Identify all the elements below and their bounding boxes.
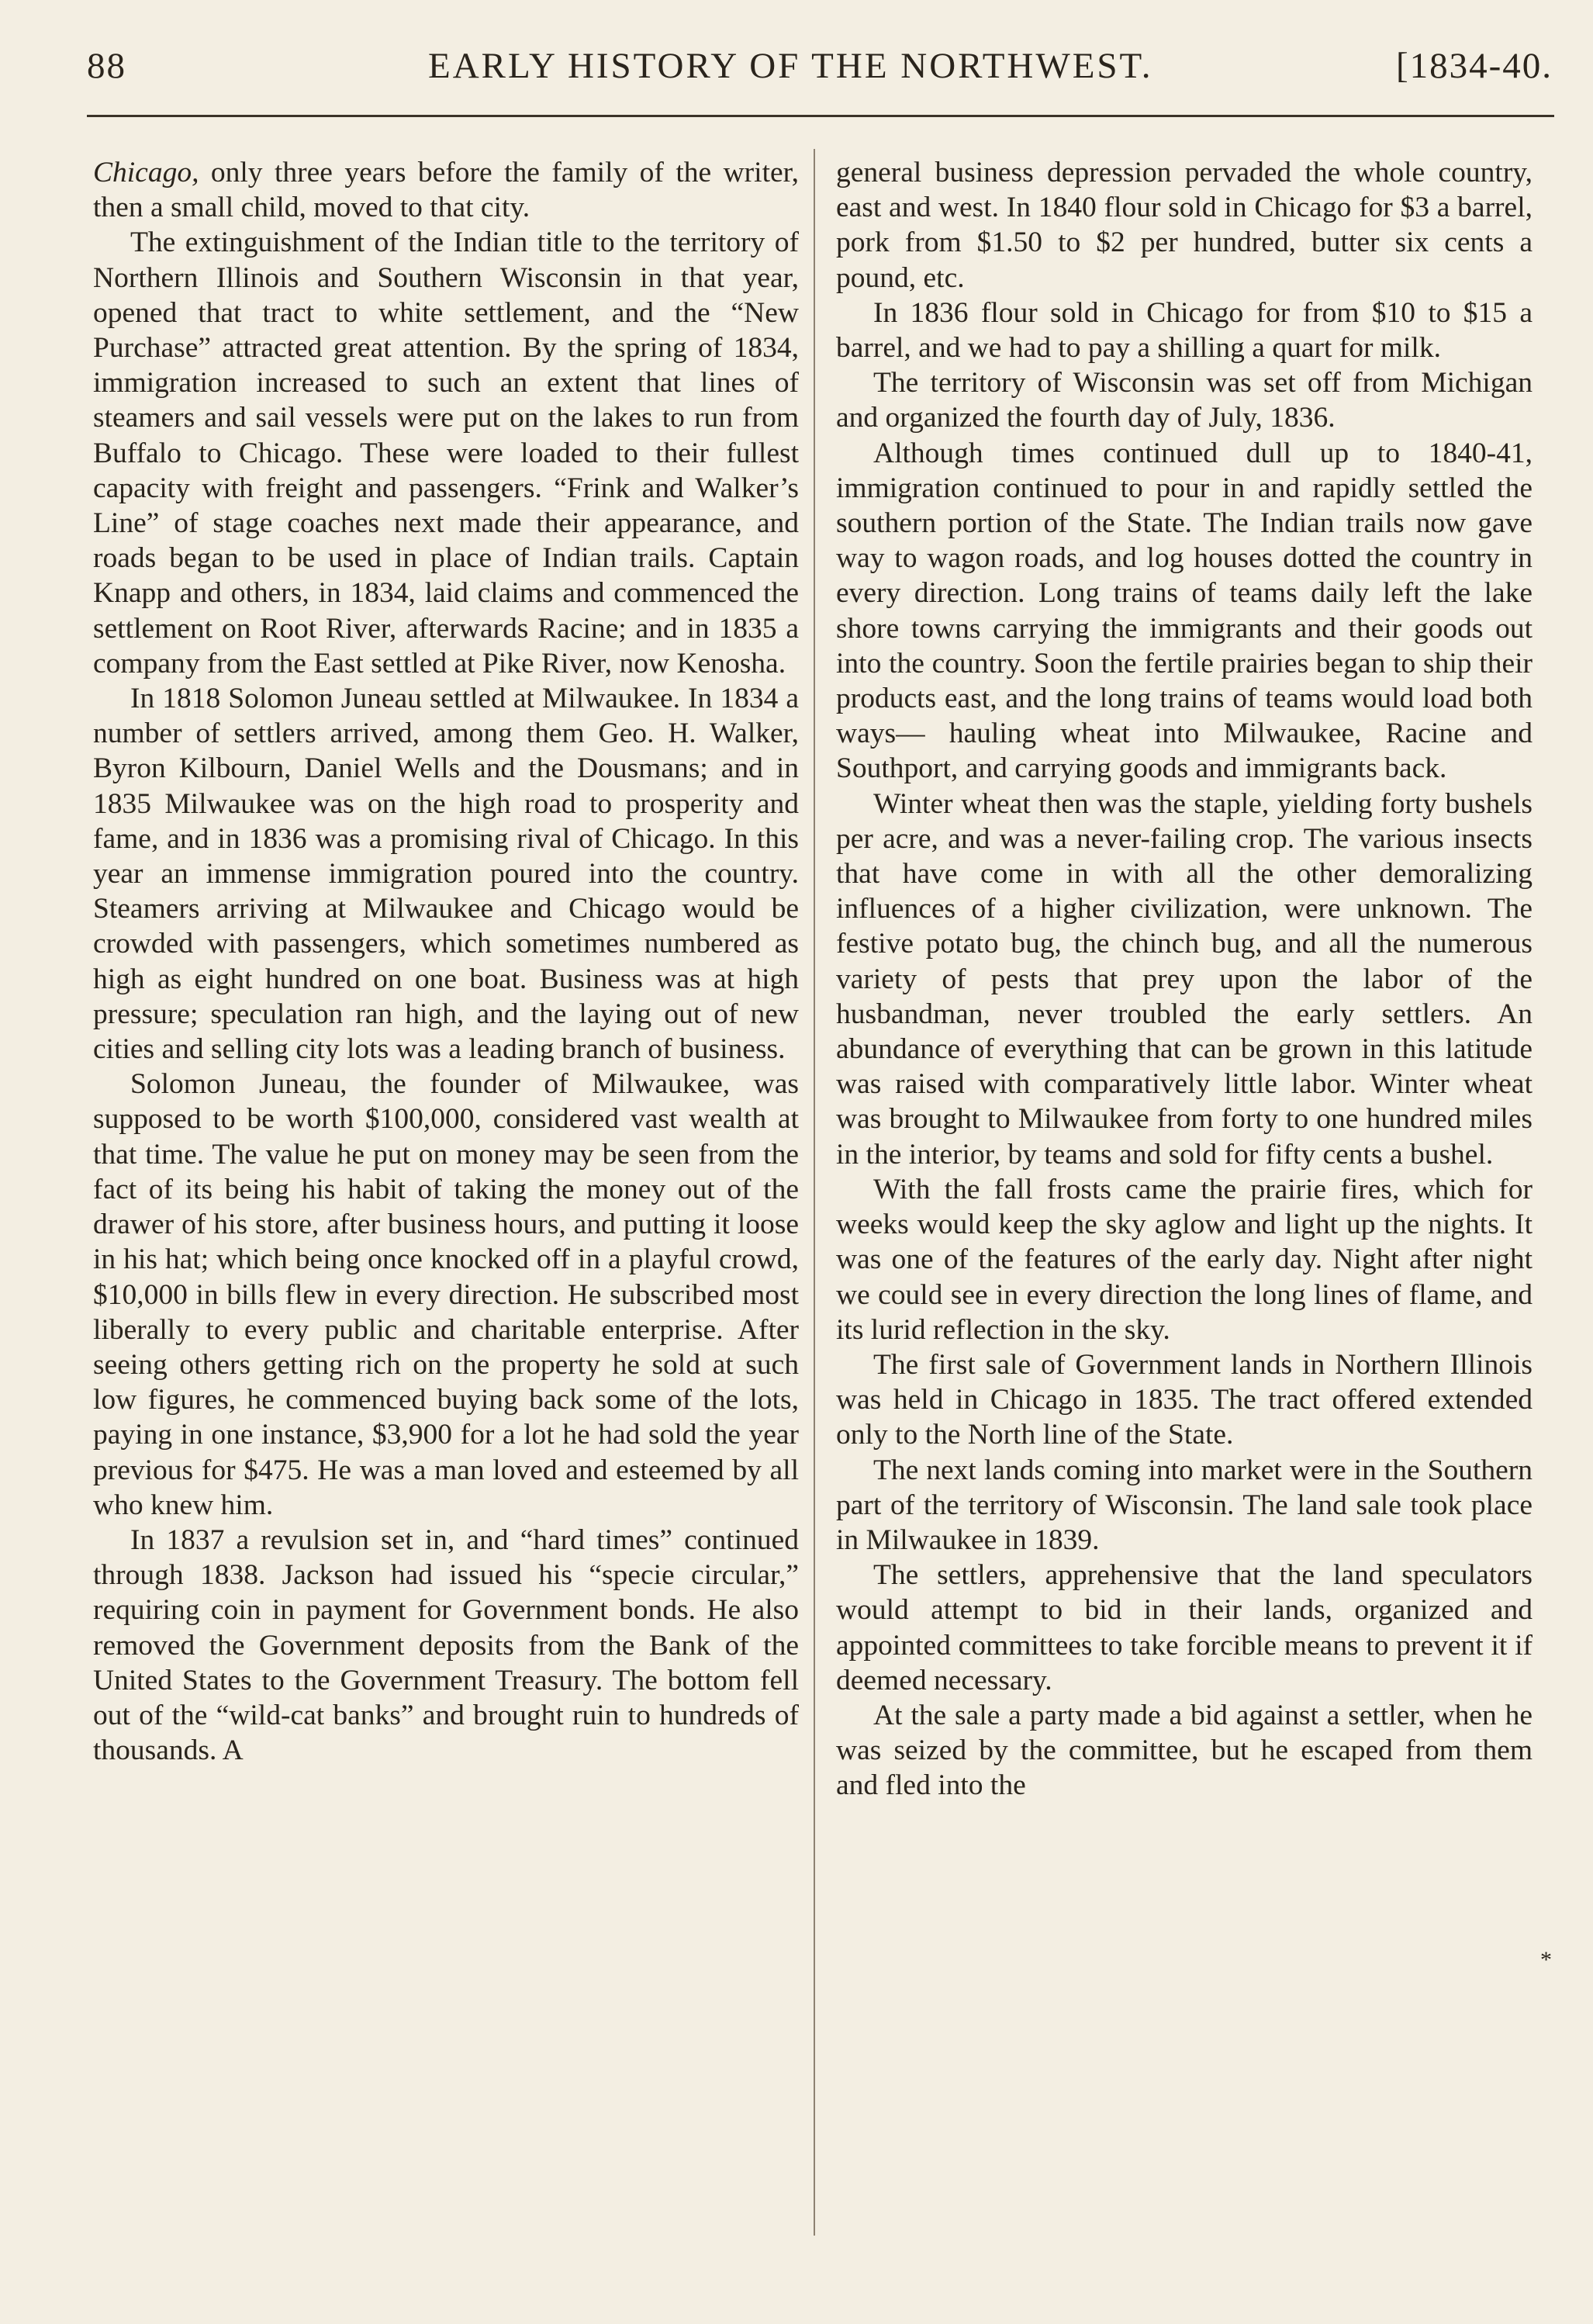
running-head [87,45,1553,99]
paragraph: The next lands coming into market were in the Southern part of the territory of Wisconsin. The land sale took place in Milwaukee in 1839. [836,1454,1533,1556]
header-rule [87,115,1554,117]
date-range: [1834-40. [1395,46,1553,86]
paragraph: In 1818 Solomon Juneau settled at Milwaukee. In 1834 a number of settlers arrived, among them Geo. H. Walker, Byron Kilbourn, Daniel Wells and the Dousmans; and in 1835 Milwaukee was on the high road to prosperity and fame, and in 1836 was a promising rival of Chicago. In this year an immense immigration poured into the country. Steamers arriving at Milwaukee and Chicago would be crowded with passengers, which sometimes numbered as high as eight hundred on one boat. Business was at high pressure; speculation ran high, and the laying out of new cities and selling city lots was a leading branch of business. [93,683,799,1066]
paragraph: The first sale of Government lands in Northern Illinois was held in Chicago in 1835. The tract offered extended only to the North line of the State. [836,1348,1533,1451]
paragraph: Winter wheat then was the staple, yielding forty bushels per acre, and was a never-failing crop. The various insects that have come in with all the other demoralizing influences of a higher civilization, were unknown. The festive potato bug, the chinch bug, and all the numerous variety of pests that prey upon the labor of the husbandman, never troubled the early settlers. An abundance of everything that can be grown in this latitude was raised with comparatively little labor. Winter wheat was brought to Milwaukee from forty to one hundred miles in the interior, by teams and sold for fifty cents a bushel. [836,787,1533,1171]
running-title: EARLY HISTORY OF THE NORTHWEST. [428,46,1153,86]
paragraph: The extinguishment of the Indian title to the territory of Northern Illinois and Southern Wisconsin in that year, opened that tract to white settlement, and the “New Purchase” attracted great attention. By the spring of 1834, immigration increased to such an extent that lines of steamers and sail vessels were put on the lakes to run from Buffalo to Chicago. These were loaded to their fullest capacity with freight and passengers. “Frink and Walker’s Line” of stage coaches next made their appearance, and roads began to be used in place of Indian trails. Captain Knapp and others, in 1834, laid claims and commenced the settlement on Root River, afterwards Racine; and in 1835 a company from the East settled at Pike River, now Kenosha. [93,227,799,680]
paragraph: Although times continued dull up to 1840-41, immigration continued to pour in and rapidly settled the southern portion of the State. The Indian trails now gave way to wagon roads, and log houses dotted the country in every direction. Long trains of teams daily left the lake shore towns carrying the immigrants and their goods out into the country. Soon the fertile prairies began to ship their products east, and the long trains of teams would load both ways— hauling wheat into Milwaukee, Racine and Southport, and carrying goods and immigrants back. [836,437,1533,785]
paragraph: At the sale a party made a bid against a settler, when he was seized by the committee, but he escaped from them and fled into the [836,1699,1533,1802]
paragraph: In 1836 flour sold in Chicago for from $10 to $15 a barrel, and we had to pay a shilling a quart for milk. [836,296,1533,365]
right-column [836,155,1533,1804]
paragraph [93,155,799,225]
margin-asterisk: * [1540,1947,1552,1973]
paragraph: general business depression pervaded the whole country, east and west. In 1840 flour sold in Chicago for $3 a barrel, pork from $1.50 to $2 per hundred, butter six cents a pound, etc. [836,157,1533,294]
paragraph: Solomon Juneau, the founder of Milwaukee, was supposed to be worth $100,000, considered vast wealth at that time. The value he put on money may be seen from the fact of its being his habit of taking the money out of the drawer of his store, after business hours, and putting it loose in his hat; which being once knocked off in a playful crowd, $10,000 in bills flew in every direction. He subscribed most liberally to every public and charitable enterprise. After seeing others getting rich on the property he sold at such low figures, he commenced buying back some of the lots, paying in one instance, $3,900 for a lot he had sold the year previous for $475. He was a man loved and esteemed by all who knew him. [93,1068,799,1521]
italic-place-name: Chicago, [93,157,199,188]
page-number: 88 [87,46,126,86]
paragraph: The settlers, apprehensive that the land speculators would attempt to bid in their lands, organized and appointed committees to take forcible means to prevent it if deemed necessary. [836,1559,1533,1696]
column-divider [814,149,815,2236]
paragraph-text: only three years before the family of the writer, then a small child, moved to that city. [93,157,799,224]
left-column [93,155,799,1768]
paragraph: With the fall frosts came the prairie fires, which for weeks would keep the sky aglow and light up the nights. It was one of the features of the early day. Night after night we could see in every direction the long lines of flame, and its lurid reflection in the sky. [836,1173,1533,1346]
paragraph: In 1837 a revulsion set in, and “hard times” continued through 1838. Jackson had issued his “specie circular,” requiring coin in payment for Government bonds. He also removed the Government deposits from the Bank of the United States to the Government Treasury. The bottom fell out of the “wild-cat banks” and brought ruin to hundreds of thousands. A [93,1523,799,1767]
paragraph: The territory of Wisconsin was set off from Michigan and organized the fourth day of July, 1836. [836,367,1533,434]
